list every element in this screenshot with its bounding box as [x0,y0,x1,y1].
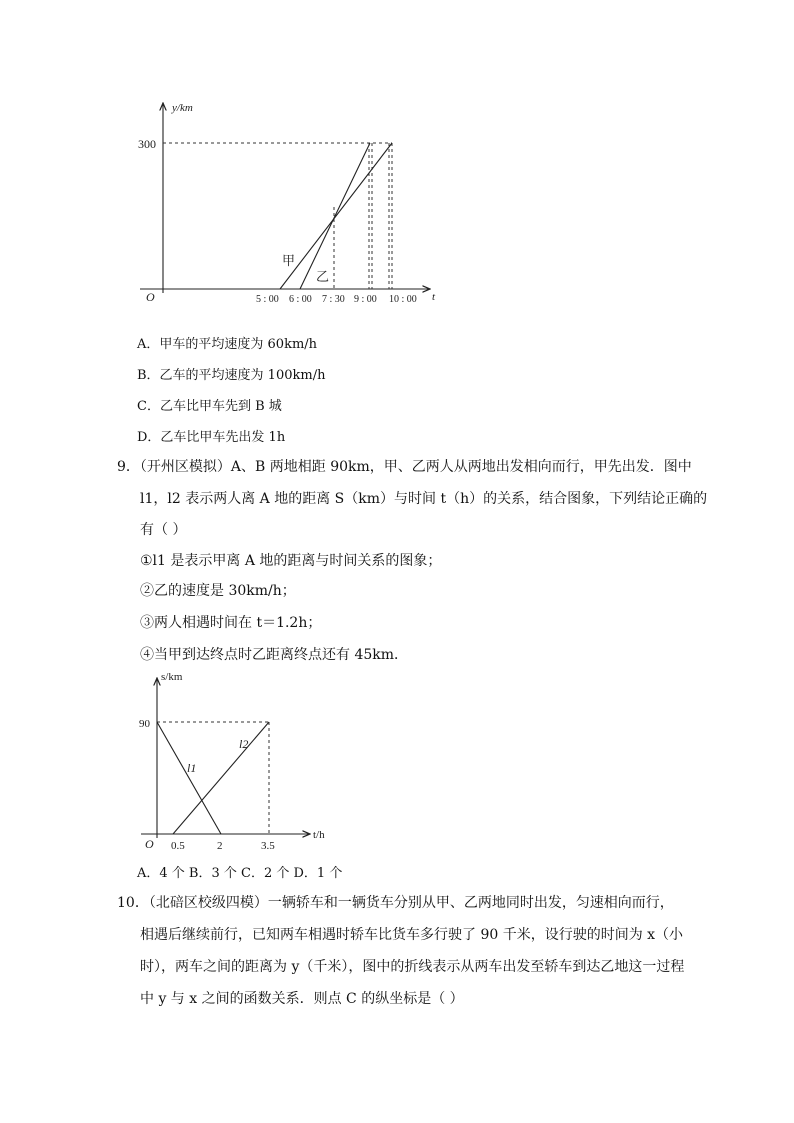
y-axis-label: y/km [172,102,193,114]
q9-statement-1: ①l1 是表示甲离 A 地的距离与时间关系的图象； [140,553,442,569]
q8-option-d: D．乙车比甲车先出发 1h [137,430,286,445]
label-yi: 乙 [316,269,330,284]
label-jia: 甲 [282,253,296,268]
x-tick-3-5: 3.5 [261,840,275,852]
x-tick-2: 2 [217,840,223,852]
origin-label: O [145,837,154,851]
x-axis-label: t [432,291,436,303]
q10-line-2: 相遇后继续前行，已知两车相遇时轿车比货车多行驶了 90 千米，设行驶的时间为 x（小 [140,927,684,943]
q9-statement-3: ③两人相遇时间在 t＝1.2h； [140,615,322,631]
y-axis-label: s/km [161,671,183,683]
q9-options: A．4 个 B．3 个 C．2 个 D．1 个 [137,866,343,881]
q9-statement-4: ④当甲到达终点时乙距离终点还有 45km． [140,647,409,663]
x-tick-6-00: 6 : 00 [289,294,312,305]
q9-line-2: l1，l2 表示两人离 A 地的距离 S（km）与时间 t（h）的关系，结合图象，下列结论正确的 [140,491,708,507]
x-tick-5-00: 5 : 00 [256,294,279,305]
x-tick-9-00: 9 : 00 [354,294,377,305]
origin-label: O [146,290,155,304]
figure-distance-graph [135,668,335,853]
q8-option-a: A．甲车的平均速度为 60km/h [137,337,318,352]
y-tick-90: 90 [139,718,150,730]
q9-statement-2: ②乙的速度是 30km/h； [140,583,296,599]
q8-option-b: B．乙车的平均速度为 100km/h [137,368,326,383]
x-tick-7-30: 7 : 30 [322,294,345,305]
line-yi [300,143,370,289]
q9-line-1: 9．（开州区模拟）A、B 两地相距 90km，甲、乙两人从两地出发相向而行，甲先出发．图中 [117,459,692,475]
x-axis-label: t/h [313,829,325,841]
x-tick-0-5: 0.5 [171,840,185,852]
label-l1: l1 [187,761,197,775]
line-jia [280,143,392,289]
y-tick-300: 300 [138,137,156,151]
label-l2: l2 [239,737,249,751]
line-l2 [173,722,269,834]
figure-travel-graph [130,95,450,310]
x-tick-10-00: 10 : 00 [389,294,417,305]
q10-line-1: 10．（北碚区校级四模）一辆轿车和一辆货车分别从甲、乙两地同时出发，匀速相向而行， [117,895,674,911]
q10-line-3: 时），两车之间的距离为 y（千米），图中的折线表示从两车出发至轿车到达乙地这一过程 [140,959,685,975]
q10-line-4: 中 y 与 x 之间的函数关系．则点 C 的纵坐标是（ ） [140,991,464,1007]
q8-option-c: C．乙车比甲车先到 B 城 [137,399,282,414]
q9-line-3: 有（ ） [140,522,187,538]
line-l1 [157,722,221,834]
